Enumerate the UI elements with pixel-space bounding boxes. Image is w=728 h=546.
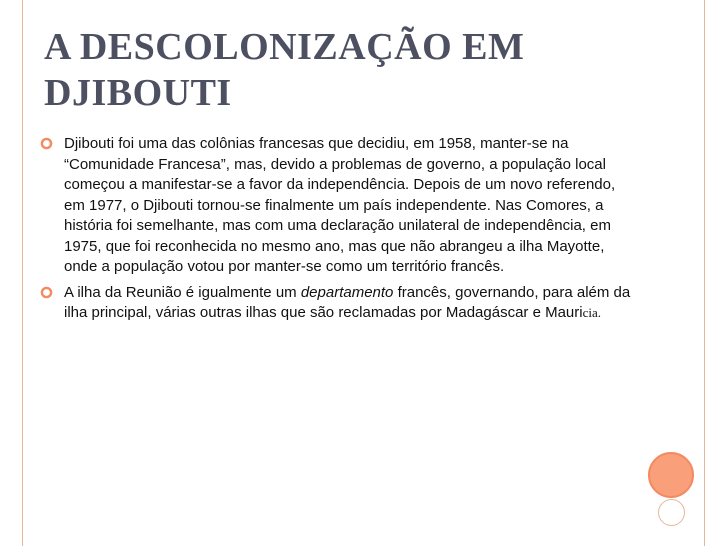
slide-title-line-1: A DESCOLONIZAÇÃO EM xyxy=(44,26,525,68)
hollow-circle-bullet-icon xyxy=(40,286,53,299)
bullet-item-1 xyxy=(40,134,640,278)
hollow-circle-bullet-icon xyxy=(40,137,53,150)
bullet-item-2 xyxy=(40,283,640,324)
bullet-text-2-tail: cia. xyxy=(582,305,601,320)
bullet-text-2-end: francês, governando, para além da ilha principal, várias outras ilhas que são reclamadas por Madagáscar e Mauri xyxy=(64,283,631,321)
slide-body xyxy=(40,134,640,329)
slide-title-line-2: DJIBOUTI xyxy=(44,72,232,114)
right-border-line xyxy=(704,0,705,546)
decorative-ring-circle xyxy=(658,499,685,526)
bullet-text-1: Djibouti foi uma das colônias francesas que decidiu, em 1958, manter-se na “Comunidade Francesa”, mas, devido a problemas de governo, a população local começou a manifestar-se a favor da independência. Depois de um novo referendo, em 1977, o Djibouti tornou-se finalmente um país independente. Nas Comores, a história foi semelhante, mas com uma declaração unilateral de independência, em 1975, que foi reconhecida no mesmo ano, mas que não abrangeu a ilha Mayotte, onde a população votou por manter-se como um território francês. xyxy=(64,135,616,275)
bullet-text-2-italic: departamento xyxy=(300,283,394,301)
left-border-line xyxy=(22,0,23,546)
slide-title xyxy=(44,24,684,116)
decorative-orange-circle xyxy=(648,452,694,498)
bullet-text-2-start: A ilha da Reunião é igualmente um xyxy=(64,283,301,301)
